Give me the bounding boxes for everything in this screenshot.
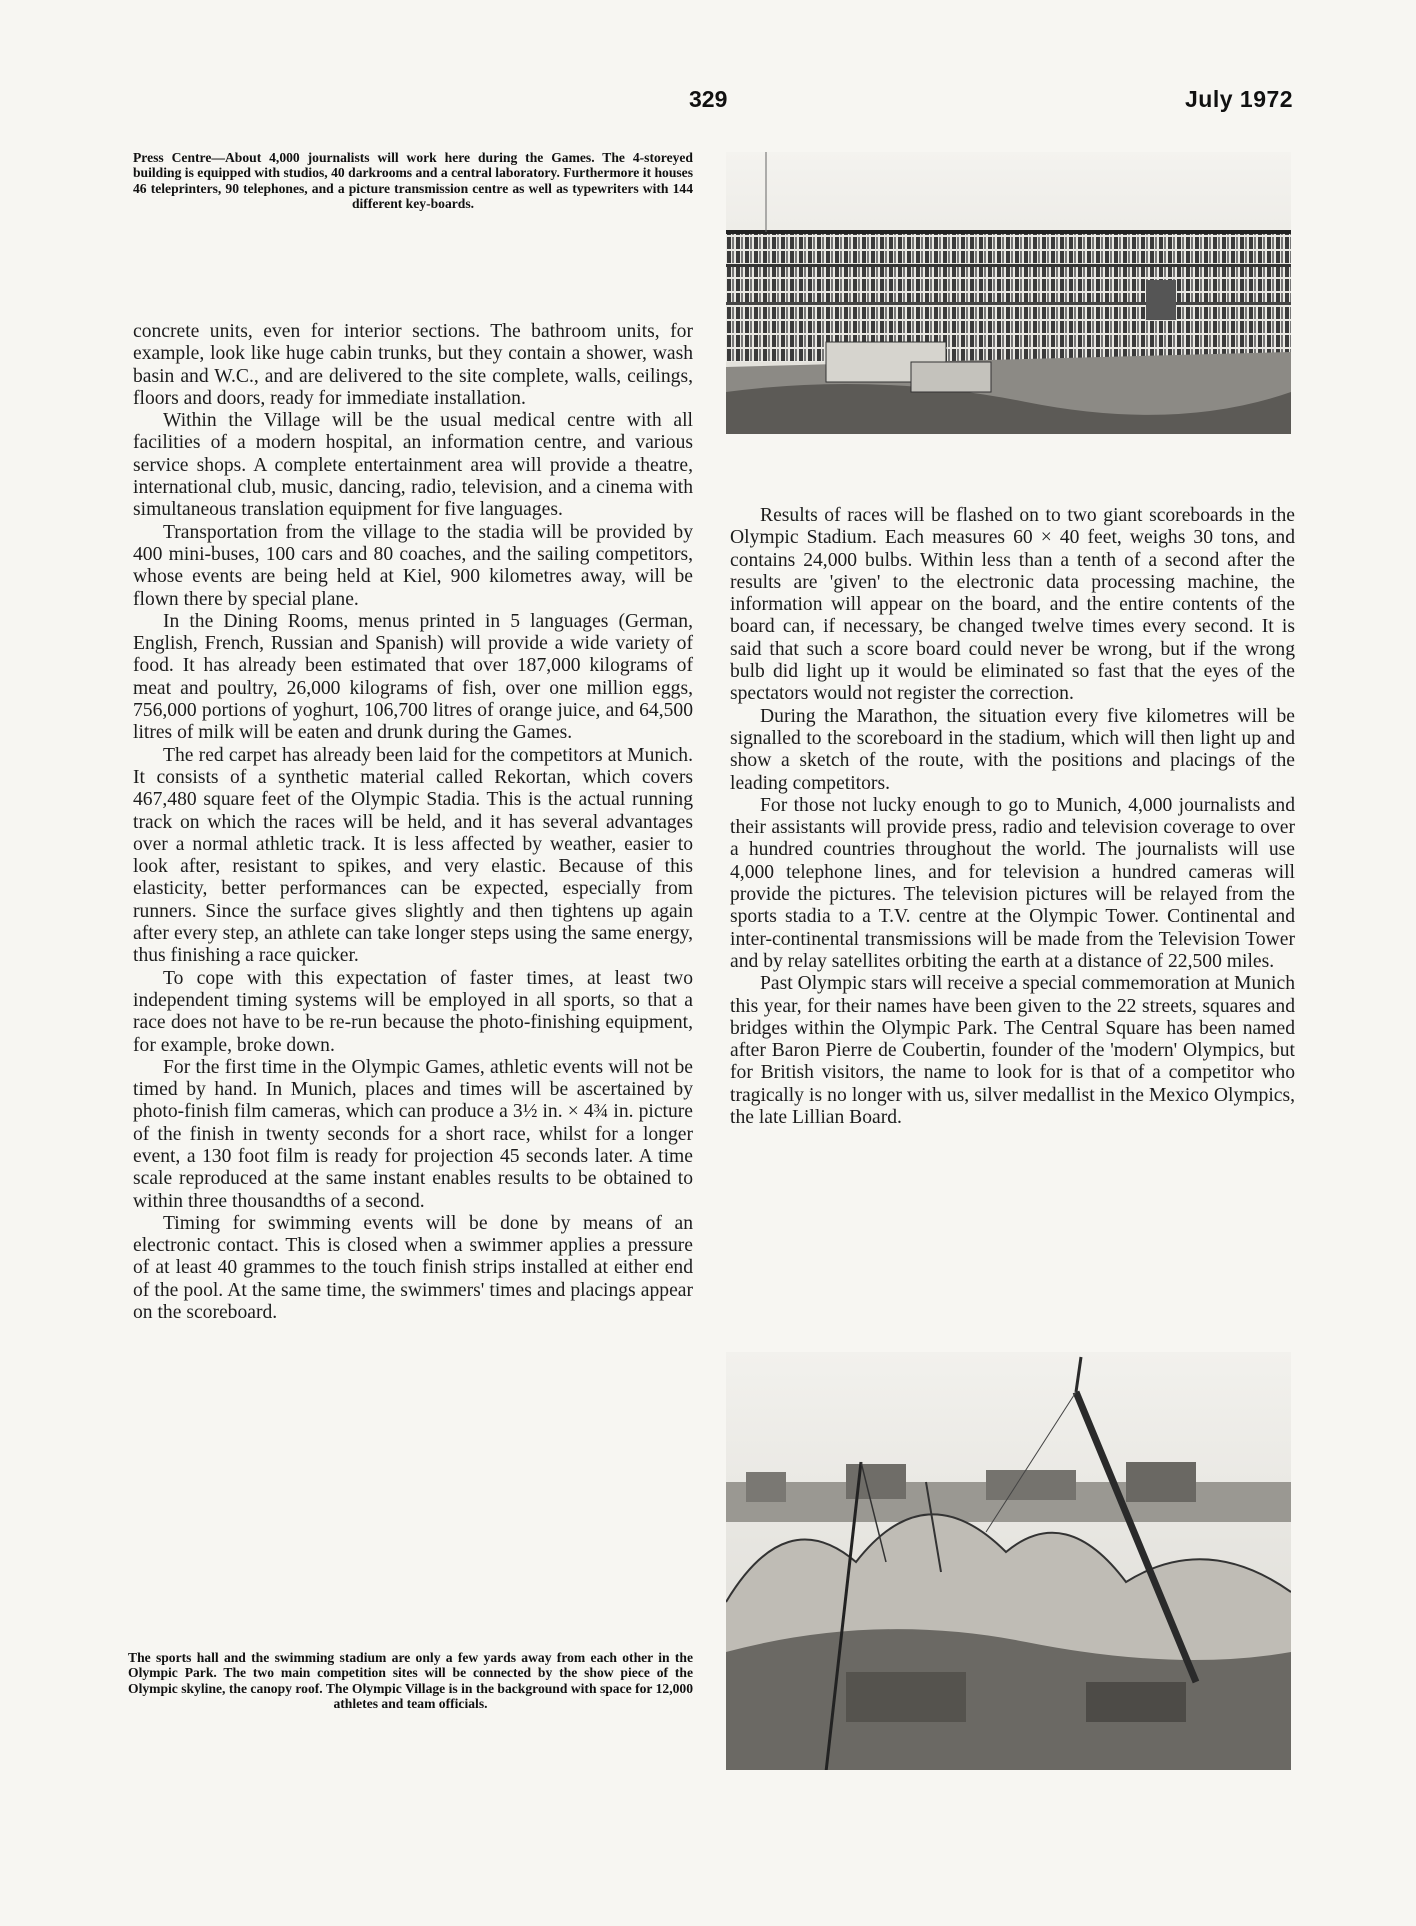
right-column bbox=[730, 505, 1295, 1129]
paragraph: Transportation from the village to the stadia will be provided by 400 mini-buses, 100 cars and 80 coaches, and the sailing competitors, whose events are being held at Kiel, 900 kilometres away, will be flown there by special plane. bbox=[133, 521, 693, 610]
paragraph: concrete units, even for interior sections. The bathroom units, for example, look like huge cabin trunks, but they contain a shower, wash basin and W.C., and are delivered to the site complete, walls, ceilings, floors and doors, ready for immediate installation. bbox=[133, 321, 693, 409]
page-number: 329 bbox=[689, 86, 728, 112]
paragraph: For the first time in the Olympic Games, athletic events will not be timed by hand. In Munich, places and times will be ascertained by photo-finish film cameras, which can produce a 3½ in. × 4¾ in. picture of the finish in twenty seconds for a short race, whilst for a longer event, a 130 foot film is ready for projection 45 seconds later. A time scale reproduced at the same instant enables results to be obtained to within three thousandths of a second. bbox=[133, 1056, 693, 1212]
paragraph: During the Marathon, the situation every five kilometres will be signalled to the scoreboard in the stadium, which will then light up and show a sketch of the route, with the positions and placings of the leading competitors. bbox=[730, 705, 1295, 794]
olympic-park-photo bbox=[726, 1352, 1291, 1770]
paragraph: Within the Village will be the usual medical centre with all facilities of a modern hospital, an information centre, and various service shops. A complete entertainment area will provide a theatre, international club, music, dancing, radio, television, and a cinema with simultaneous translation equipment for five languages. bbox=[133, 410, 693, 521]
issue-date: July 1972 bbox=[1185, 86, 1294, 112]
paragraph: For those not lucky enough to go to Munich, 4,000 journalists and their assistants will provide press, radio and television coverage to over a hundred countries throughout the world. The journalists will use 4,000 telephone lines, and for television a hundred cameras will provide the pictures. The television pictures will be relayed from the sports stadia to a T.V. centre at the Olympic Tower. Continental and inter-continental transmissions will be made from the Television Tower and by relay satellites orbiting the earth at a distance of 22,500 miles. bbox=[730, 794, 1295, 972]
paragraph: Timing for swimming events will be done by means of an electronic contact. This is closed when a swimmer applies a pressure of at least 40 grammes to the touch finish strips installed at either end of the pool. At the same time, the swimmers' times and placings appear on the scoreboard. bbox=[133, 1212, 693, 1324]
paragraph: Past Olympic stars will receive a special commemoration at Munich this year, for their names have been given to the 22 streets, squares and bridges within the Olympic Park. The Central Square has been named after Baron Pierre de Coubertin, founder of the 'modern' Olympics, but for British visitors, the name to look for is that of a competitor who tragically is no longer with us, silver medallist in the Mexico Olympics, the late Lillian Board. bbox=[730, 973, 1295, 1129]
paragraph: Results of races will be flashed on to two giant scoreboards in the Olympic Stadium. Each measures 60 × 40 feet, weighs 30 tons, and contains 24,000 bulbs. Within less than a tenth of a second after the results are 'given' to the electronic data processing machine, the information will appear on the board, and the entire contents of the board can, if necessary, be changed twelve times every second. It is said that such a score board could never be wrong, but if the wrong bulb did light up it would be eliminated so fast that the eyes of the spectators would not register the correction. bbox=[730, 505, 1295, 705]
press-centre-photo bbox=[726, 152, 1291, 434]
press-centre-caption: Press Centre—About 4,000 journalists will work here during the Games. The 4-storeyed building is equipped with studios, 40 darkrooms and a central laboratory. Furthermore it houses 46 teleprinters, 90 telephones, and a picture transmission centre as well as typewriters with 144 different key-boards. bbox=[133, 150, 693, 212]
paragraph: To cope with this expectation of faster times, at least two independent timing systems will be employed in all sports, so that a race does not have to be re-run because the photo-finishing equipment, for example, broke down. bbox=[133, 967, 693, 1056]
sports-hall-caption: The sports hall and the swimming stadium are only a few yards away from each other in the Olympic Park. The two main competition sites will be connected by the show piece of the Olympic skyline, the canopy roof. The Olympic Village is in the background with space for 12,000 athletes and team officials. bbox=[128, 1650, 693, 1712]
paragraph: In the Dining Rooms, menus printed in 5 languages (German, English, French, Russian and Spanish) will provide a wide variety of food. It has already been estimated that over 187,000 kilograms of meat and poultry, 26,000 kilograms of fish, over one million eggs, 756,000 portions of yoghurt, 106,700 litres of orange juice, and 64,500 litres of milk will be eaten and drunk during the Games. bbox=[133, 610, 693, 744]
paragraph: The red carpet has already been laid for the competitors at Munich. It consists of a synthetic material called Rekortan, which covers 467,480 square feet of the Olympic Stadia. This is the actual running track on which the races will be held, and it has several advantages over a normal athletic track. It is less affected by weather, easier to look after, resistant to spikes, and very elastic. Because of this elasticity, better performances can be expected, especially from runners. Since the surface gives slightly and then tightens up again after every step, an athlete can take longer steps using the same energy, thus finishing a race quicker. bbox=[133, 744, 693, 967]
left-column bbox=[133, 321, 693, 1324]
